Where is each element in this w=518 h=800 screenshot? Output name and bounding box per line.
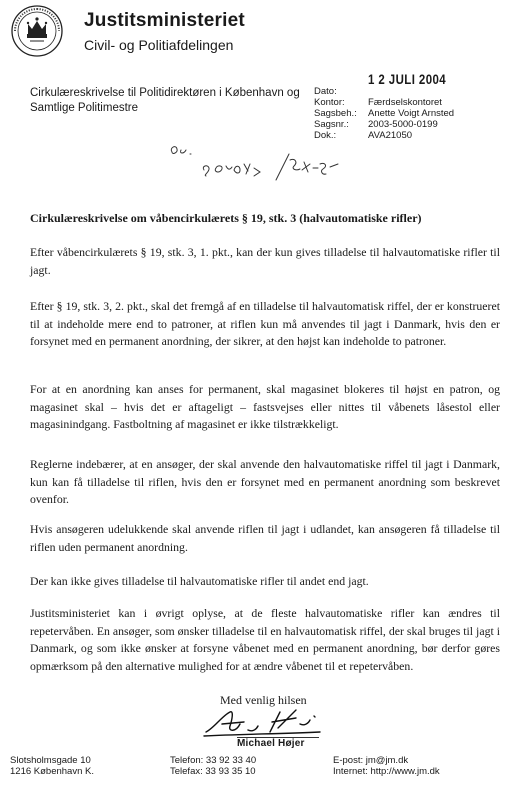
email-address: E-post: jm@jm.dk xyxy=(333,755,409,766)
body-paragraph: Efter våbencirkulærets § 19, stk. 3, 1. pkt., kan der kun gives tilladelse til halvautomatiske rifler til jagt. xyxy=(30,245,500,277)
address-city: 1216 København K. xyxy=(10,766,94,777)
body-paragraph: Reglerne indebærer, at en ansøger, der skal anvende den halvautomatiske riffel til jagt i Danmark, kun kan få tilladelse til riflen, hvis den er forsynet med en permanent anordning som beskrevet ovenfor. xyxy=(30,457,500,506)
meta-label: Dato: xyxy=(314,86,337,97)
closing-greeting: Med venlig hilsen xyxy=(220,693,307,707)
letter-metadata xyxy=(314,86,454,141)
footer-contact xyxy=(333,755,440,777)
address-street: Slotsholmsgade 10 xyxy=(10,755,91,766)
handwritten-note xyxy=(168,140,368,192)
meta-value: Færdselskontoret xyxy=(368,97,442,108)
signer-name: Michael Højer xyxy=(237,737,319,749)
body-paragraph: Efter § 19, stk. 3, 2. pkt., skal det fremgå af en tilladelse til halvautomatisk riffel, der er konstrueret til at indeholde mere end to patroner, at riflen kun må anvendes til jagt i Danmark, hvis den er forsynet med en permanent anordning, der sikrer, at den højst kan indeholde to patroner. xyxy=(30,299,500,348)
body-paragraph: Justitsministeriet kan i øvrigt oplyse, at de fleste halvautomatiske rifler kan ændres til repetervåben. En ansøger, som ønsker tilladelse til en halvautomatisk riffel, der skal bruges til jagt i Danmark, og som ikke ønsker at forsyne våbenet med en permanent anordning, bør derfor gøres opmærksom på den alternative mulighed for at ændre våbenet til et repetervåben. xyxy=(30,606,500,673)
meta-row-case-number xyxy=(314,119,454,130)
recipient-line: Cirkulæreskrivelse til Politidirektøren i København og Samtlige Politimestre xyxy=(30,87,300,114)
meta-label: Sagsnr.: xyxy=(314,119,349,130)
meta-value: Anette Voigt Arnsted xyxy=(368,108,455,119)
meta-value: AVA21050 xyxy=(368,130,413,141)
meta-label: Dok.: xyxy=(314,130,337,141)
meta-row-caseworker xyxy=(314,108,454,119)
body-paragraph: Der kan ikke gives tilladelse til halvautomatiske rifler til andet end jagt. xyxy=(30,574,369,588)
royal-crest-icon xyxy=(10,4,64,58)
date-stamp: 1 2 JULI 2004 xyxy=(368,71,447,87)
ministry-name: Justitsministeriet xyxy=(84,10,245,31)
fax-number: Telefax: 33 93 35 10 xyxy=(170,766,256,777)
meta-value: 2003-5000-0199 xyxy=(368,119,438,130)
footer-phone-fax xyxy=(170,755,256,777)
website-address: Internet: http://www.jm.dk xyxy=(333,766,440,777)
meta-label: Kontor: xyxy=(314,97,345,108)
meta-row-office xyxy=(314,97,454,108)
body-paragraph: Hvis ansøgeren udelukkende skal anvende riflen til jagt i udlandet, kan ansøgeren få tilladelse til riflen uden permanent anordning. xyxy=(30,522,500,554)
footer-address xyxy=(10,755,94,777)
subject-heading: Cirkulæreskrivelse om våbencirkulærets § 19, stk. 3 (halvautomatiske rifler) xyxy=(30,211,422,225)
body-paragraph: For at en anordning kan anses for permanent, skal magasinet blokeres til højst en patron, og magasinet skal – hvis det er aftageligt – fastsvejses eller nittes til våbenets låsestol eller magasinindgang. Fastboltning af magasinet er ikke tilstrækkeligt. xyxy=(30,382,500,431)
meta-label: Sagsbeh.: xyxy=(314,108,357,119)
department-name: Civil- og Politiafdelingen xyxy=(84,37,234,53)
phone-number: Telefon: 33 92 33 40 xyxy=(170,755,257,766)
meta-row-date xyxy=(314,86,454,97)
